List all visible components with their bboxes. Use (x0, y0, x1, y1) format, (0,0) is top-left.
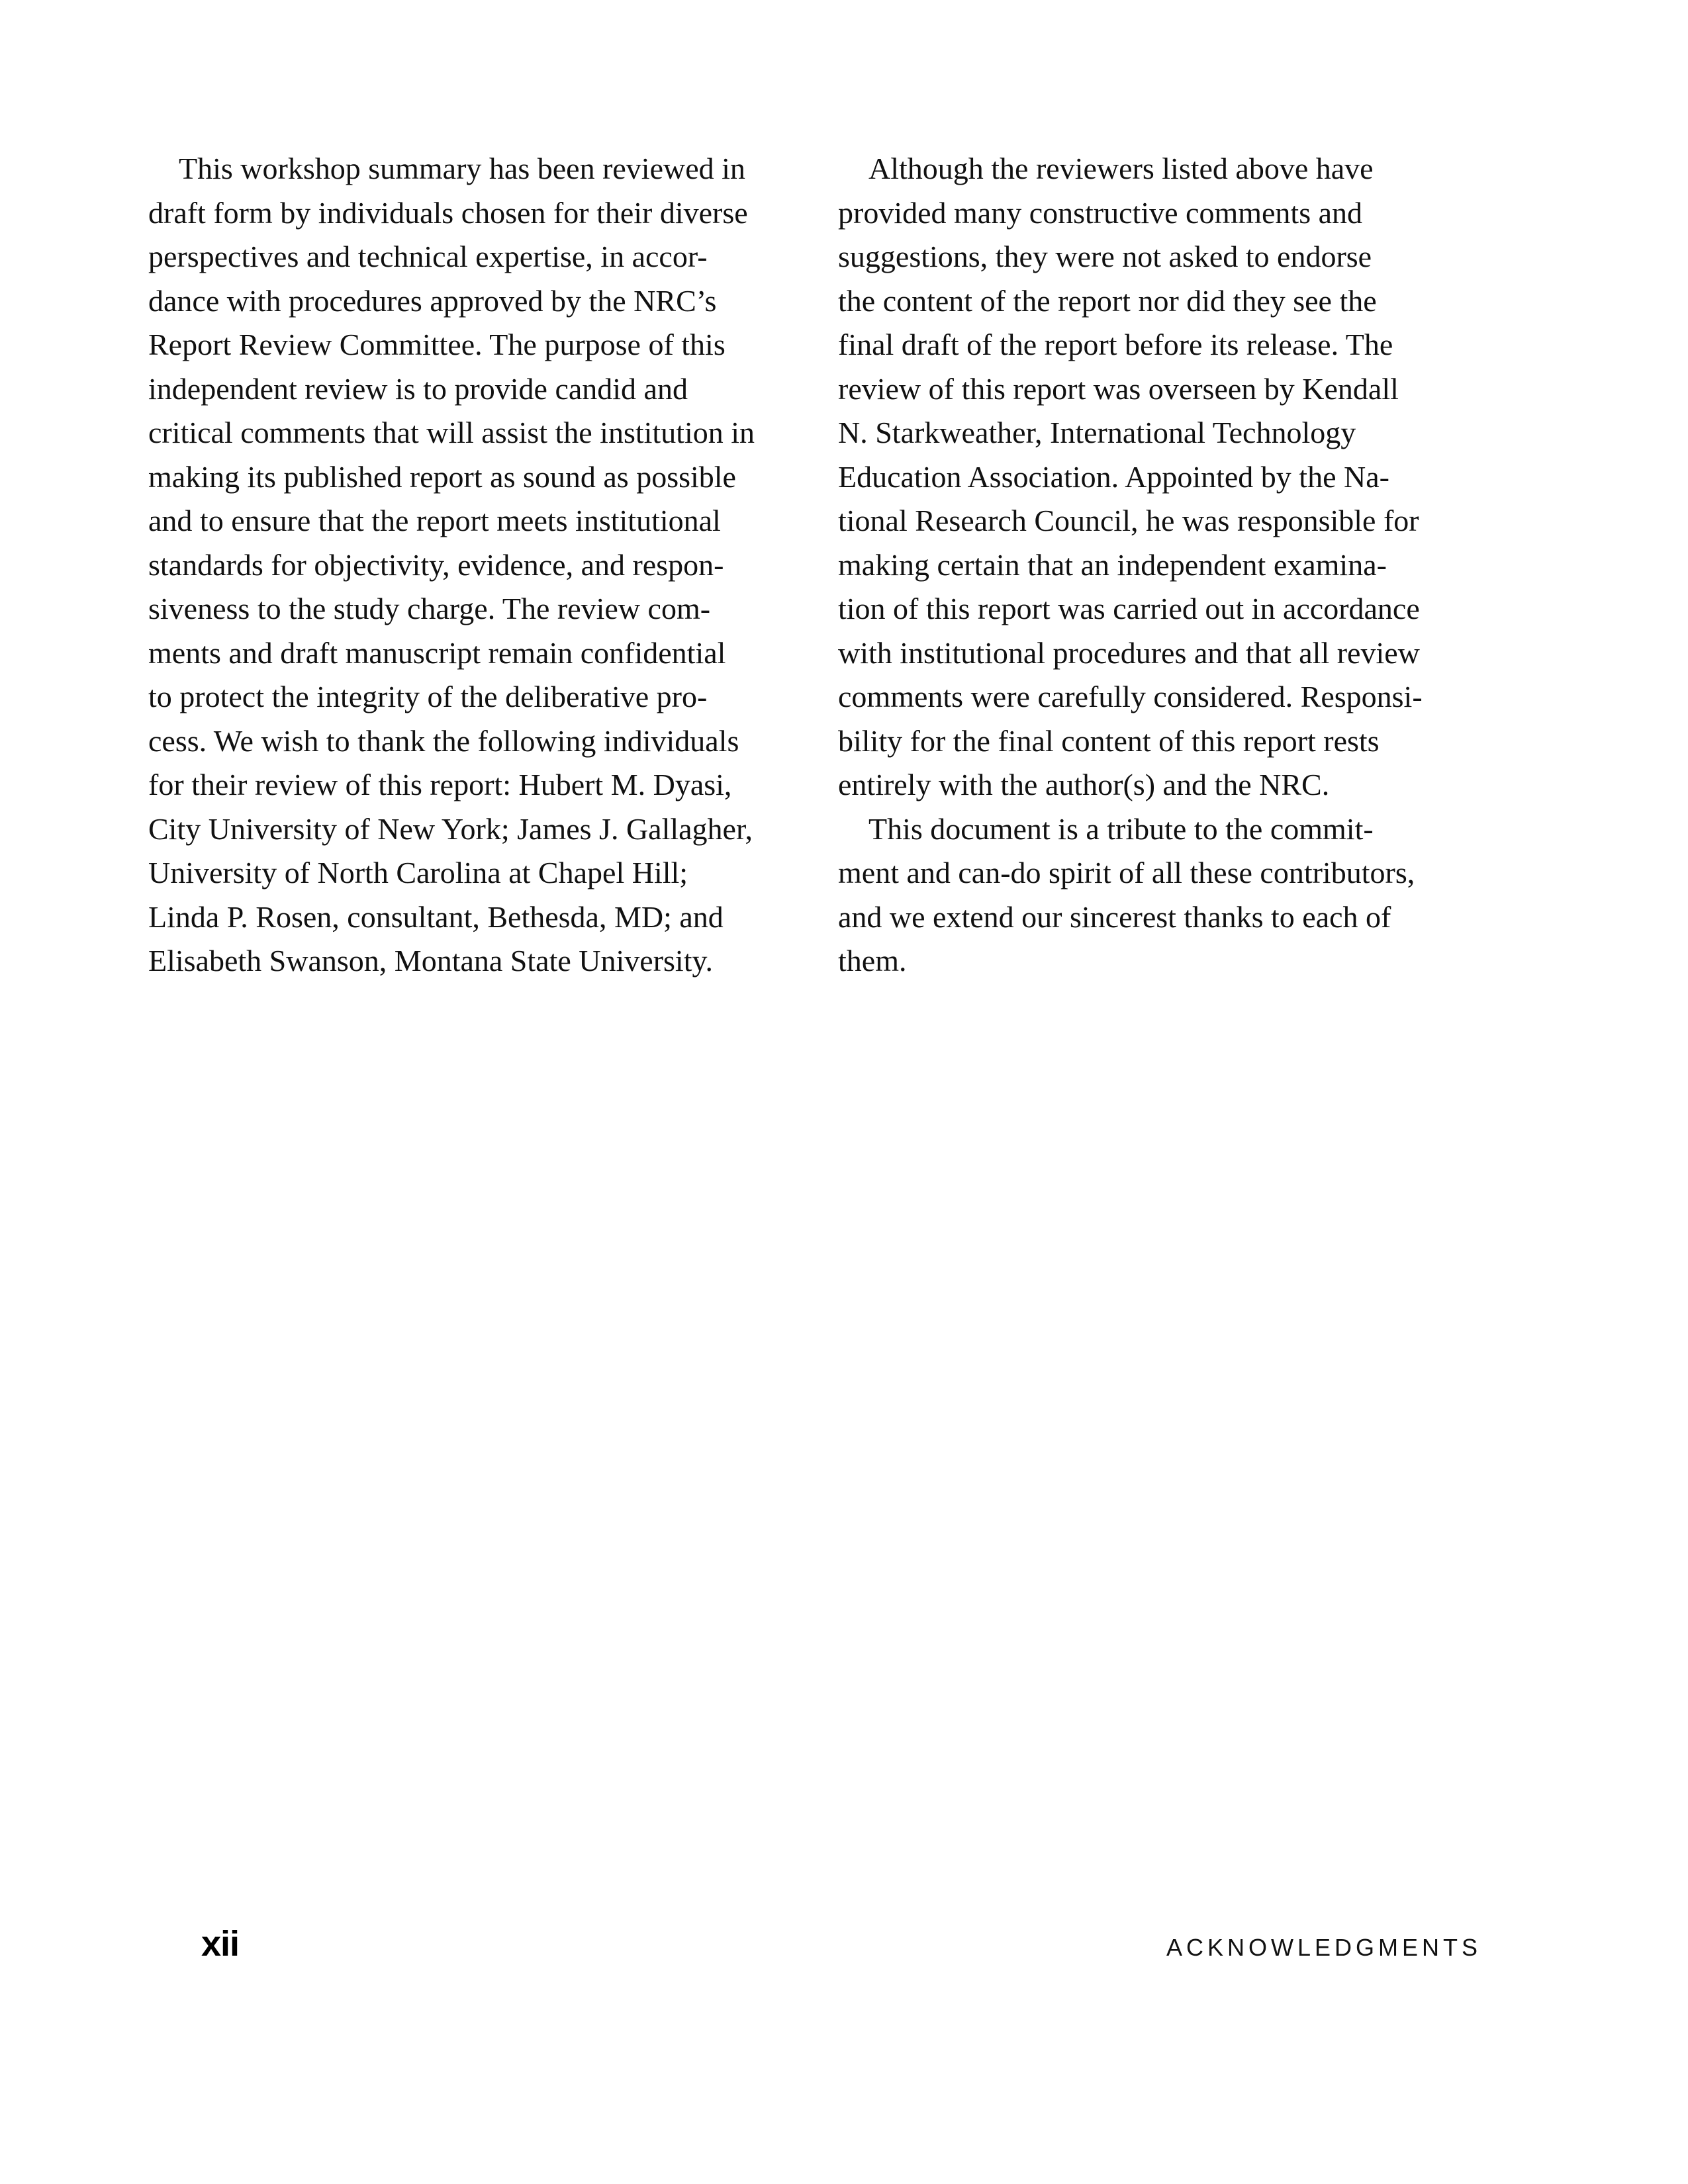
left-column (148, 147, 810, 983)
running-head: ACKNOWLEDGMENTS (1166, 1934, 1481, 1961)
paragraph-line: N. Starkweather, International Technology (838, 416, 1356, 449)
paragraph-line: tion of this report was carried out in accordance (838, 592, 1420, 625)
paragraph-line: cess. We wish to thank the following individuals (148, 723, 739, 758)
paragraph-line: siveness to the study charge. The review com- (148, 592, 711, 625)
paragraph-line: Linda P. Rosen, consultant, Bethesda, MD; and (148, 899, 724, 934)
paragraph-line: and to ensure that the report meets institutional (148, 504, 721, 537)
paragraph-line: final draft of the report before its release. The (838, 328, 1393, 361)
paragraph-line: bility for the final content of this report rests (838, 723, 1380, 758)
paragraph-line: ment and can-do spirit of all these contributors, (838, 856, 1415, 889)
page-number: xii (201, 1924, 240, 1964)
paragraph-line: independent review is to provide candid and (148, 371, 688, 406)
paragraph-line: Education Association. Appointed by the Na- (838, 459, 1389, 494)
paragraph-line: University of North Carolina at Chapel Hill; (148, 856, 688, 889)
paragraph-line: provided many constructive comments and (838, 195, 1363, 230)
paragraph-line: making its published report as sound as possible (148, 459, 736, 494)
paragraph-line: ments and draft manuscript remain confidential (148, 635, 726, 670)
paragraph-line: them. (838, 944, 907, 978)
paragraph-line: and we extend our sincerest thanks to each of (838, 899, 1391, 934)
paragraph-line: review of this report was overseen by Kendall (838, 371, 1399, 406)
paragraph-line: tional Research Council, he was responsible for (838, 504, 1419, 537)
paragraph-line: This workshop summary has been reviewed in (179, 152, 745, 185)
paragraph-line: Elisabeth Swanson, Montana State University. (148, 944, 713, 978)
paragraph-line: City University of New York; James J. Gallagher, (148, 811, 753, 846)
paragraph-line: to protect the integrity of the deliberative pro- (148, 680, 708, 713)
paragraph-line: Report Review Committee. The purpose of this (148, 328, 726, 361)
paragraph-line: the content of the report nor did they see the (838, 283, 1377, 318)
paragraph-line: for their review of this report: Hubert M. Dyasi, (148, 768, 732, 801)
paragraph-line: standards for objectivity, evidence, and respon- (148, 547, 724, 582)
right-column (838, 147, 1513, 983)
paragraph-line: critical comments that will assist the institution in (148, 416, 755, 449)
paragraph-line: draft form by individuals chosen for their diverse (148, 195, 748, 230)
paragraph-line: comments were carefully considered. Responsi- (838, 680, 1423, 713)
paragraph-line: making certain that an independent examina- (838, 547, 1387, 582)
paragraph-line: suggestions, they were not asked to endorse (838, 240, 1372, 273)
paragraph-line: dance with procedures approved by the NRC’s (148, 283, 717, 318)
paragraph-line: This document is a tribute to the commit- (868, 811, 1374, 846)
paragraph-line: perspectives and technical expertise, in accor- (148, 240, 708, 273)
paragraph-line: with institutional procedures and that all review (838, 635, 1420, 670)
paragraph-line: Although the reviewers listed above have (868, 152, 1374, 185)
paragraph-line: entirely with the author(s) and the NRC. (838, 768, 1330, 801)
